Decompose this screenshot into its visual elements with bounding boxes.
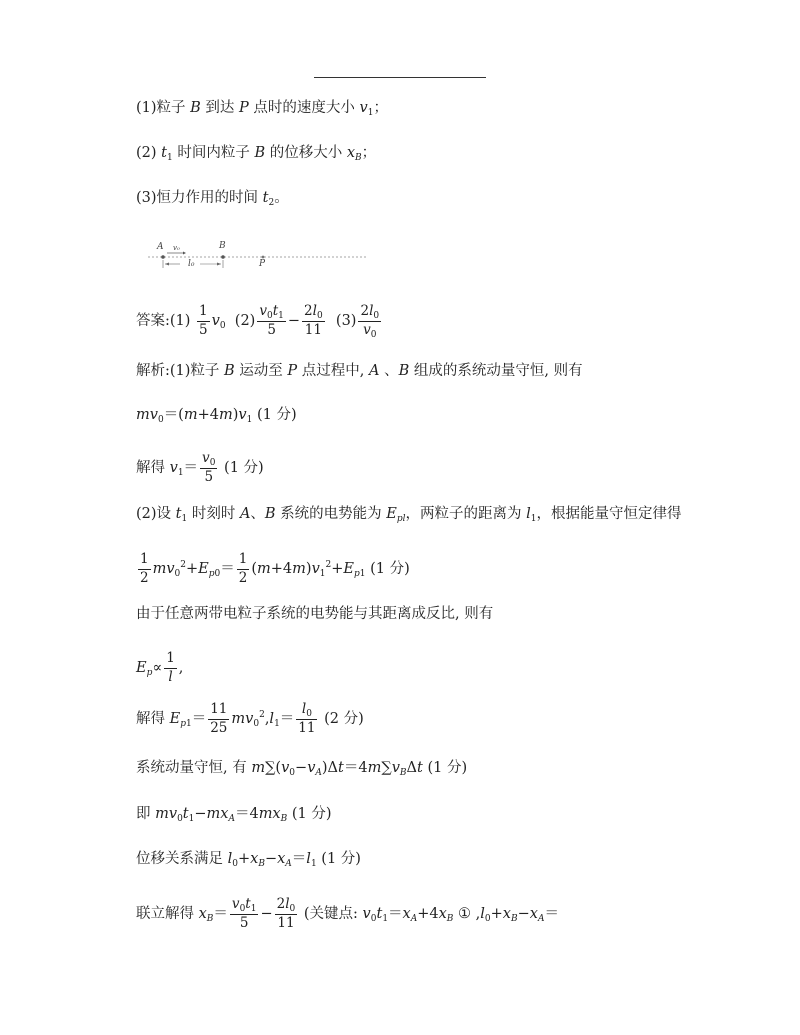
analysis-line-5: $\frac{1}{2}$ $mv_0^2+E_{p0}=$ $\frac{1}{2}$ $(m+4m)v_1^2+E_{p1}$ (1 分)	[140, 551, 410, 586]
score-6: (1 分)	[291, 806, 332, 822]
answer-prefix: 答案:	[136, 313, 170, 329]
particle-diagram	[146, 236, 368, 276]
analysis-line-7: $E_p\propto$ $\frac{1}{l}$ ,	[136, 650, 184, 685]
particle-a	[161, 255, 165, 259]
answer-1-index: (1)	[169, 313, 191, 329]
score-2: (1 分)	[224, 460, 264, 476]
point-p	[262, 256, 265, 259]
analysis-line-6: 由于任意两带电粒子系统的电势能与其距离成反比, 则有	[136, 606, 494, 622]
label-l0: l₀	[188, 259, 195, 269]
question-3: (3)恒力作用的时间 $t_2$。	[136, 190, 289, 208]
analysis-line-3: 解得 $v_1=$ $\frac{v_0}{5}$ (1 分)	[136, 450, 264, 485]
score-7: (1 分)	[321, 851, 361, 867]
header-rule	[314, 77, 486, 78]
combined-label: 联立解得	[136, 906, 194, 922]
analysis-line-2: $mv_0=(m+4m)v_1$ (1 分)	[136, 407, 297, 425]
answer-line: 答案:(1) $\frac{1}{5}$ $v_0$ (2) $\frac{v_0t_1}{5}$ − $\frac{2l_0}{11}$ (3) $\frac{2l_0}{v_0}$	[136, 303, 380, 340]
displacement-label: 位移关系满足	[136, 851, 223, 867]
momentum-label: 系统动量守恒, 有	[136, 760, 247, 776]
answer-2-index: (2)	[234, 313, 256, 329]
question-2: (2) $t_1$ 时间内粒子 B 的位移大小 $x_B$；	[136, 145, 377, 163]
v0-arrowhead	[183, 252, 186, 255]
analysis-line-10: 即 $mv_0t_1-mx_A=4mx_B$ (1 分)	[136, 806, 332, 824]
answer-3-index: (3)	[335, 313, 357, 329]
label-a: A	[157, 242, 164, 252]
key-point-label: (关键点:	[303, 906, 358, 922]
particle-b	[221, 255, 225, 259]
score-4: (2 分)	[324, 711, 364, 727]
label-b: B	[219, 241, 226, 251]
l0-arrow-right	[217, 263, 221, 266]
l0-arrow-left	[165, 263, 169, 266]
solve-label-1: 解得	[136, 460, 165, 476]
label-p: P	[259, 259, 266, 269]
question-1: (1)粒子 B 到达 P 点时的速度大小 $v_1$；	[136, 100, 388, 118]
analysis-line-8: 解得 $E_{p1}=$ $\frac{11}{25}$ $mv_0^2,l_1=$ $\frac{l_0}{11}$ (2 分)	[136, 701, 364, 736]
particle-diagram-svg	[146, 236, 368, 276]
analysis-line-11: 位移关系满足 $l_0+x_B-x_A=l_1$ (1 分)	[136, 851, 361, 869]
analysis-line-12: 联立解得 $x_B=$ $\frac{v_0t_1}{5}$ − $\frac{2l_0}{11}$ (关键点: $v_0t_1=x_A+4x_B$ ① $,l_0+x_B-x_A=$	[136, 896, 559, 931]
namely-label: 即	[136, 806, 151, 822]
score-3: (1 分)	[370, 561, 410, 577]
analysis-line-4: (2)设 $t_1$ 时刻时 A、B 系统的电势能为 $E_{pl}$，两粒子的距离为 $l_1$，根据能量守恒定律得	[136, 506, 682, 524]
score-1: (1 分)	[256, 407, 297, 423]
analysis-line-9: 系统动量守恒, 有 $m\sum(v_0-v_A)\Delta t=4m\sum v_B\Delta t$ (1 分)	[136, 760, 468, 778]
label-v0: v₀	[173, 244, 180, 252]
solve-label-2: 解得	[136, 711, 165, 727]
analysis-line-1: 解析:(1)粒子 B 运动至 P 点过程中, A 、B 组成的系统动量守恒, 则有	[136, 363, 583, 379]
score-5: (1 分)	[427, 760, 468, 776]
circled-one: ①	[458, 906, 472, 922]
